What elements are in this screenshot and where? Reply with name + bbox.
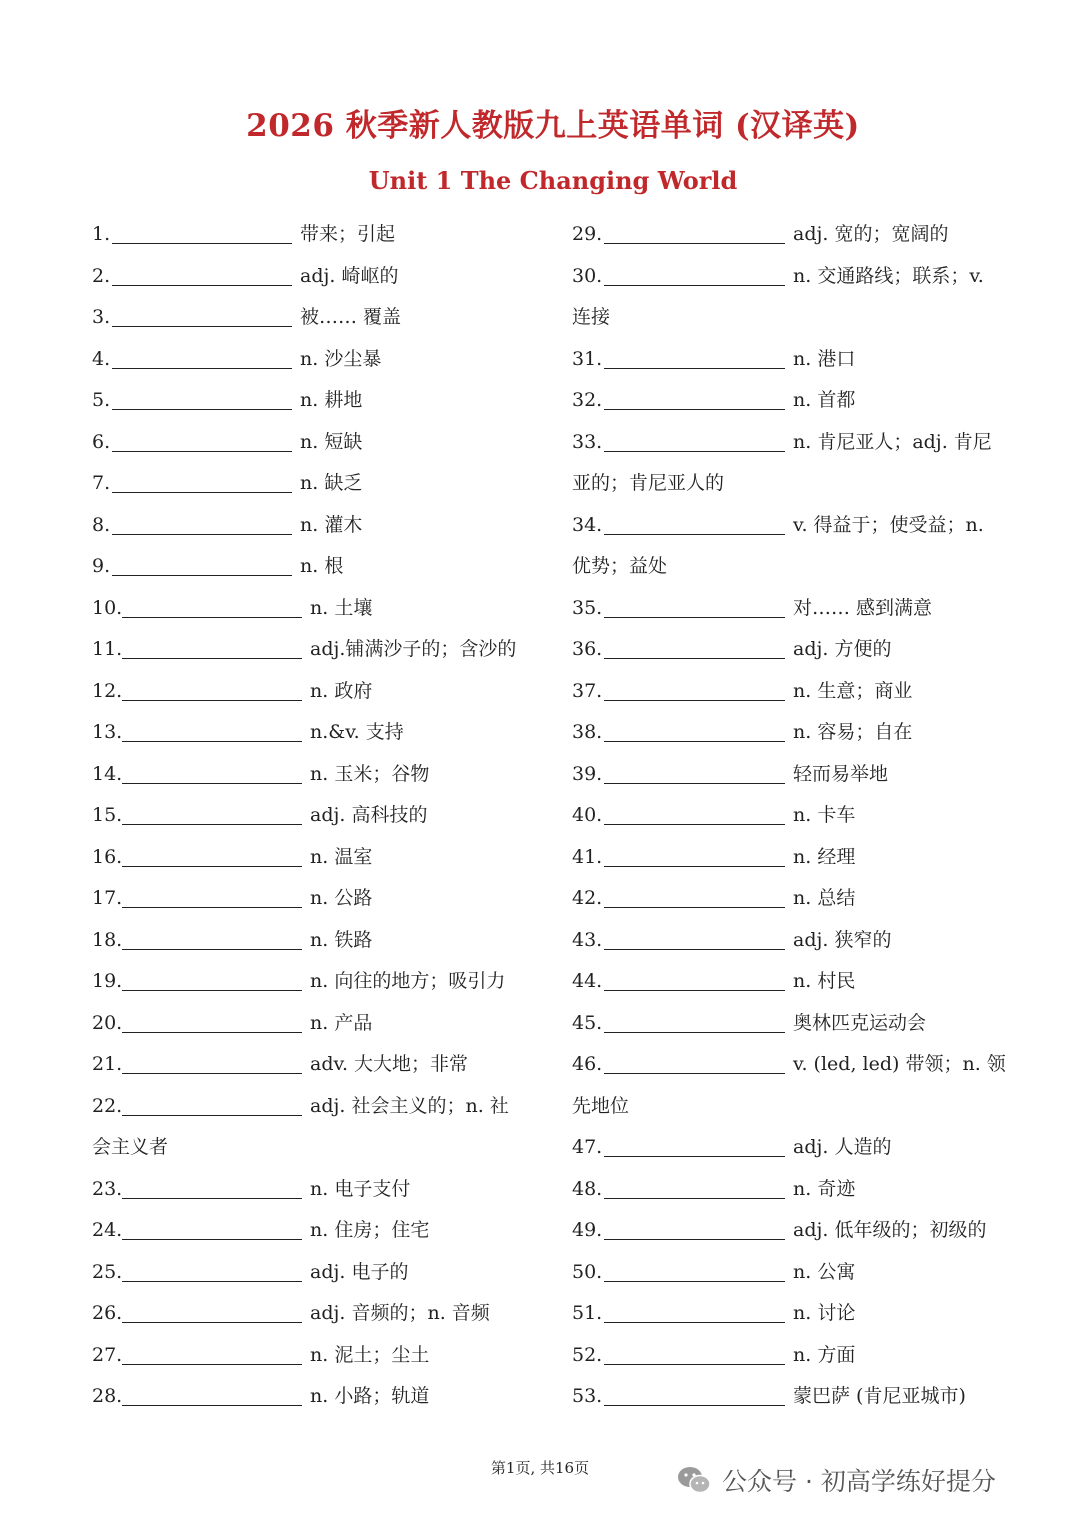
vocab-item	[92, 754, 542, 796]
definition-continuation: 先地位	[572, 1094, 630, 1117]
vocab-item	[92, 712, 542, 754]
chinese-definition: n.&v. 支持	[310, 721, 404, 743]
answer-blank[interactable]	[604, 1383, 785, 1406]
answer-blank[interactable]	[604, 1134, 785, 1157]
answer-blank[interactable]	[122, 1176, 302, 1199]
answer-blank[interactable]	[604, 1259, 785, 1282]
item-number: 51.	[572, 1302, 603, 1324]
item-number: 38.	[572, 721, 603, 743]
item-number: 20.	[92, 1011, 123, 1034]
definition-continuation: 亚的；肯尼亚人的	[572, 472, 725, 494]
vocab-item	[572, 878, 1022, 920]
vocab-item	[92, 546, 542, 588]
definition-continuation: 会主义者	[92, 1136, 169, 1158]
item-number: 5.	[92, 389, 111, 411]
chinese-definition: 被…… 覆盖	[300, 306, 402, 328]
answer-blank[interactable]	[604, 595, 785, 618]
item-number: 10.	[92, 596, 123, 619]
chinese-definition: n. 肯尼亚人；adj. 肯尼	[793, 430, 992, 453]
answer-blank[interactable]	[604, 346, 785, 369]
chinese-definition: n. 交通路线；联系；v.	[793, 264, 984, 287]
item-number: 31.	[572, 347, 603, 370]
vocab-item	[572, 671, 1022, 713]
item-number: 6.	[92, 430, 111, 453]
vocab-item	[92, 1044, 542, 1086]
chinese-definition: n. 公路	[310, 887, 373, 909]
chinese-definition: n. 泥土；尘土	[310, 1343, 430, 1366]
answer-blank[interactable]	[122, 1383, 302, 1406]
answer-blank[interactable]	[122, 761, 302, 784]
item-number: 42.	[572, 887, 603, 909]
item-number: 37.	[572, 679, 603, 702]
answer-blank[interactable]	[112, 429, 292, 452]
unit-subtitle: Unit 1 The Changing World	[368, 166, 738, 195]
vocab-item	[572, 1003, 1022, 1045]
vocab-item	[572, 1210, 1022, 1252]
answer-blank[interactable]	[122, 1300, 302, 1323]
chinese-definition: 对…… 感到满意	[793, 596, 933, 619]
item-number: 47.	[572, 1136, 603, 1158]
item-number: 43.	[572, 928, 603, 951]
chinese-definition: n. 住房；住宅	[310, 1219, 430, 1241]
vocab-item	[572, 920, 1022, 962]
vocab-item	[92, 422, 542, 464]
chinese-definition: v. (led, led) 带领；n. 领	[793, 1053, 1006, 1075]
chinese-definition: n. 容易；自在	[793, 721, 913, 743]
item-number: 46.	[572, 1053, 603, 1075]
vocab-item	[572, 1335, 1022, 1377]
chinese-definition: adj. 崎岖的	[300, 264, 399, 287]
chinese-definition: n. 电子支付	[310, 1177, 411, 1200]
item-number: 45.	[572, 1011, 603, 1034]
answer-blank[interactable]	[604, 636, 785, 659]
chinese-definition: n. 政府	[310, 679, 373, 702]
answer-blank[interactable]	[122, 719, 302, 742]
chinese-definition: n. 短缺	[300, 430, 363, 453]
chinese-definition: adj. 电子的	[310, 1260, 409, 1283]
answer-blank[interactable]	[604, 221, 785, 244]
chinese-definition: adj. 狭窄的	[793, 928, 892, 951]
vocab-item	[92, 878, 542, 920]
vocab-item	[572, 1169, 1022, 1211]
answer-blank[interactable]	[604, 1342, 785, 1365]
answer-blank[interactable]	[122, 1051, 302, 1074]
item-number: 30.	[572, 264, 603, 287]
chinese-definition: n. 耕地	[300, 389, 363, 411]
answer-blank[interactable]	[604, 1051, 785, 1074]
chinese-definition: adj. 高科技的	[310, 804, 428, 826]
answer-blank[interactable]	[604, 1176, 785, 1199]
answer-blank[interactable]	[122, 885, 302, 908]
answer-blank[interactable]	[604, 387, 785, 410]
answer-blank[interactable]	[122, 636, 302, 659]
item-number: 28.	[92, 1385, 123, 1407]
answer-blank[interactable]	[122, 678, 302, 701]
chinese-definition: adv. 大大地；非常	[310, 1053, 469, 1075]
answer-blank[interactable]	[112, 512, 292, 535]
answer-blank[interactable]	[112, 304, 292, 327]
chinese-definition: n. 港口	[793, 347, 856, 370]
item-number: 49.	[572, 1219, 603, 1241]
answer-blank[interactable]	[604, 968, 785, 991]
vocab-item	[92, 463, 542, 505]
item-number: 12.	[92, 679, 123, 702]
item-number: 27.	[92, 1343, 123, 1366]
chinese-definition: n. 卡车	[793, 804, 856, 826]
answer-blank[interactable]	[604, 429, 785, 452]
chinese-definition: n. 土壤	[310, 596, 373, 619]
item-number: 26.	[92, 1302, 123, 1324]
chinese-definition: n. 灌木	[300, 513, 363, 536]
chinese-definition: n. 讨论	[793, 1302, 856, 1324]
chinese-definition: n. 村民	[793, 970, 856, 992]
item-number: 39.	[572, 762, 603, 785]
vocab-item	[572, 505, 1022, 547]
item-number: 22.	[92, 1094, 123, 1117]
vocab-item	[92, 1376, 542, 1418]
chinese-definition: adj. 方便的	[793, 638, 892, 660]
answer-blank[interactable]	[122, 844, 302, 867]
item-number: 7.	[92, 472, 111, 494]
page-title: 2026 秋季新人教版九上英语单词 (汉译英)	[246, 108, 860, 144]
vocab-item	[92, 1169, 542, 1211]
item-number: 44.	[572, 970, 603, 992]
vocab-item	[92, 920, 542, 962]
chinese-definition: v. 得益于；使受益；n.	[793, 513, 984, 536]
item-number: 3.	[92, 306, 111, 328]
definition-continuation: 连接	[572, 306, 611, 328]
answer-blank[interactable]	[604, 719, 785, 742]
chinese-definition: adj. 人造的	[793, 1136, 892, 1158]
answer-blank[interactable]	[604, 1010, 785, 1033]
vocab-item	[92, 505, 542, 547]
item-number: 53.	[572, 1385, 603, 1407]
definition-continuation: 优势；益处	[572, 555, 668, 577]
vocab-item	[572, 1127, 1022, 1169]
item-number: 41.	[572, 845, 603, 868]
item-number: 21.	[92, 1053, 123, 1075]
vocab-item	[572, 380, 1022, 422]
item-number: 25.	[92, 1260, 123, 1283]
vocab-item	[572, 754, 1022, 796]
item-number: 19.	[92, 970, 123, 992]
vocab-item	[92, 837, 542, 879]
vocab-item	[92, 339, 542, 381]
answer-blank[interactable]	[604, 1300, 785, 1323]
vocab-item	[572, 961, 1022, 1003]
item-number: 35.	[572, 596, 603, 619]
vocab-item	[572, 1376, 1022, 1418]
item-number: 13.	[92, 721, 123, 743]
answer-blank[interactable]	[112, 470, 292, 493]
item-number: 16.	[92, 845, 123, 868]
answer-blank[interactable]	[122, 595, 302, 618]
wechat-icon	[676, 1465, 712, 1495]
chinese-definition: n. 方面	[793, 1343, 856, 1366]
vocab-item	[572, 214, 1022, 256]
answer-blank[interactable]	[122, 1010, 302, 1033]
answer-blank[interactable]	[112, 387, 292, 410]
item-number: 8.	[92, 513, 111, 536]
item-number: 32.	[572, 389, 603, 411]
vocab-item	[92, 214, 542, 256]
answer-blank[interactable]	[122, 927, 302, 950]
answer-blank[interactable]	[112, 221, 292, 244]
chinese-definition: n. 奇迹	[793, 1177, 856, 1200]
item-number: 40.	[572, 804, 603, 826]
chinese-definition: n. 铁路	[310, 928, 373, 951]
chinese-definition: n. 玉米；谷物	[310, 762, 430, 785]
vocab-item	[92, 380, 542, 422]
item-number: 23.	[92, 1177, 123, 1200]
vocab-column-left	[92, 214, 542, 1418]
answer-blank[interactable]	[604, 927, 785, 950]
item-number: 29.	[572, 223, 603, 245]
answer-blank[interactable]	[112, 346, 292, 369]
chinese-definition: n. 小路；轨道	[310, 1385, 430, 1407]
chinese-definition: n. 总结	[793, 887, 856, 909]
item-number: 15.	[92, 804, 123, 826]
item-number: 17.	[92, 887, 123, 909]
vocab-item	[92, 1003, 542, 1045]
answer-blank[interactable]	[604, 512, 785, 535]
answer-blank[interactable]	[112, 263, 292, 286]
chinese-definition: adj.铺满沙子的；含沙的	[310, 638, 517, 660]
vocab-item	[92, 297, 542, 339]
chinese-definition: n. 温室	[310, 845, 373, 868]
vocab-item	[92, 671, 542, 713]
answer-blank[interactable]	[122, 968, 302, 991]
chinese-definition: n. 首都	[793, 389, 856, 411]
answer-blank[interactable]	[604, 678, 785, 701]
chinese-definition: 带来；引起	[300, 223, 396, 245]
chinese-definition: adj. 音频的；n. 音频	[310, 1302, 490, 1324]
item-number: 24.	[92, 1219, 123, 1241]
vocab-item	[572, 588, 1022, 630]
vocab-item	[92, 1335, 542, 1377]
answer-blank[interactable]	[122, 1342, 302, 1365]
item-number: 11.	[92, 638, 123, 660]
item-number: 34.	[572, 513, 603, 536]
item-number: 4.	[92, 347, 111, 370]
answer-blank[interactable]	[122, 1217, 302, 1240]
vocab-item	[572, 1293, 1022, 1335]
chinese-definition: n. 沙尘暴	[300, 347, 382, 370]
answer-blank[interactable]	[122, 802, 302, 825]
chinese-definition: n. 向往的地方；吸引力	[310, 970, 506, 992]
vocab-item	[92, 1293, 542, 1335]
item-number: 33.	[572, 430, 603, 453]
vocab-item	[572, 256, 1022, 298]
vocab-item	[572, 339, 1022, 381]
answer-blank[interactable]	[604, 885, 785, 908]
item-number: 2.	[92, 264, 111, 287]
answer-blank[interactable]	[604, 1217, 785, 1240]
vocab-item	[572, 795, 1022, 837]
page-number: 第1页, 共16页	[490, 1459, 590, 1477]
vocab-item	[572, 422, 1022, 464]
answer-blank[interactable]	[122, 1259, 302, 1282]
vocab-item	[572, 712, 1022, 754]
item-number: 14.	[92, 762, 123, 785]
chinese-definition: adj. 低年级的；初级的	[793, 1219, 987, 1241]
vocab-item	[572, 1044, 1022, 1086]
chinese-definition: n. 经理	[793, 845, 856, 868]
vocab-item	[92, 1086, 542, 1128]
item-number: 52.	[572, 1343, 603, 1366]
vocab-item	[92, 961, 542, 1003]
chinese-definition: n. 缺乏	[300, 472, 363, 494]
chinese-definition: adj. 社会主义的；n. 社	[310, 1094, 509, 1117]
item-number: 36.	[572, 638, 603, 660]
answer-blank[interactable]	[112, 553, 292, 576]
vocab-item	[572, 837, 1022, 879]
chinese-definition: n. 公寓	[793, 1260, 856, 1283]
item-number: 1.	[92, 223, 111, 245]
vocab-item	[572, 629, 1022, 671]
vocab-item	[92, 1252, 542, 1294]
answer-blank[interactable]	[604, 761, 785, 784]
vocab-item	[92, 795, 542, 837]
vocab-item	[92, 1210, 542, 1252]
chinese-definition: 蒙巴萨 (肯尼亚城市)	[793, 1385, 966, 1407]
vocab-item	[92, 256, 542, 298]
chinese-definition: n. 根	[300, 555, 344, 577]
chinese-definition: n. 生意；商业	[793, 679, 913, 702]
vocab-item	[572, 1252, 1022, 1294]
chinese-definition: 奥林匹克运动会	[793, 1011, 927, 1034]
chinese-definition: n. 产品	[310, 1011, 373, 1034]
answer-blank[interactable]	[604, 263, 785, 286]
answer-blank[interactable]	[122, 1093, 302, 1116]
item-number: 9.	[92, 555, 111, 577]
chinese-definition: 轻而易举地	[793, 762, 889, 785]
vocab-column-right	[572, 214, 1022, 1418]
chinese-definition: adj. 宽的；宽阔的	[793, 223, 949, 245]
item-number: 50.	[572, 1260, 603, 1283]
answer-blank[interactable]	[604, 844, 785, 867]
answer-blank[interactable]	[604, 802, 785, 825]
watermark-text: 公众号 · 初高学练好提分	[722, 1467, 996, 1496]
vocab-item	[92, 588, 542, 630]
vocab-item	[92, 629, 542, 671]
item-number: 18.	[92, 928, 123, 951]
item-number: 48.	[572, 1177, 603, 1200]
watermark	[676, 1462, 996, 1498]
